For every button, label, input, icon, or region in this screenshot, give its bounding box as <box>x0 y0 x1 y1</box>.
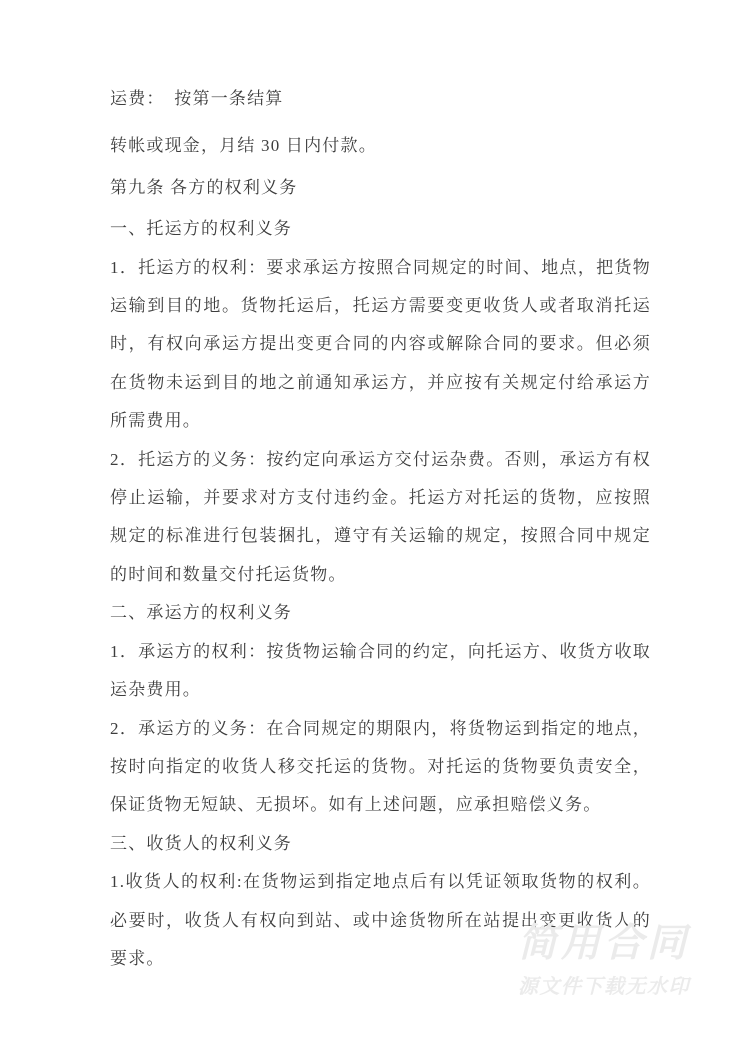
carrier-section-heading: 二、承运方的权利义务 <box>110 603 292 623</box>
watermark-brand-text: 简用合同 <box>517 922 690 965</box>
consignee-section-heading: 三、收货人的权利义务 <box>110 833 292 853</box>
watermark-tagline-text: 源文件下载无水印 <box>518 976 690 998</box>
article-9-heading: 第九条 各方的权利义务 <box>110 177 298 197</box>
payment-terms-line: 转帐或现金，月结 30 日内付款。 <box>110 136 377 156</box>
shipper-section-heading: 一、托运方的权利义务 <box>110 219 292 239</box>
shipper-obligations-paragraph: 2．托运方的义务：按约定向承运方交付运杂费。否则，承运方有权停止运输，并要求对方支付违约金。托运方对托运的货物，应按照规定的标准进行包装捆扎，遵守有关运输的规定，按照合同中规定的时间和数量交付托运货物。 <box>110 449 651 584</box>
contract-body <box>110 80 651 978</box>
watermark <box>518 924 690 997</box>
consignee-rights-paragraph: 1.收货人的权利:在货物运到指定地点后有以凭证领取货物的权利。必要时，收货人有权向到站、或中途货物所在站提出变更收货人的要求。 <box>110 872 651 968</box>
carrier-obligations-paragraph: 2．承运方的义务：在合同规定的期限内，将货物运到指定的地点，按时向指定的收货人移交托运的货物。对托运的货物要负责安全，保证货物无短缺、无损坏。如有上述问题，应承担赔偿义务。 <box>110 718 651 815</box>
shipper-rights-paragraph: 1．托运方的权利：要求承运方按照合同规定的时间、地点，把货物运输到目的地。货物托运后，托运方需要变更收货人或者取消托运时，有权向承运方提出变更合同的内容或解除合同的要求。但必须在货物未运到目的地之前通知承运方，并应按有关规定付给承运方所需费用。 <box>110 257 651 431</box>
carrier-rights-paragraph: 1．承运方的权利：按货物运输合同的约定，向托运方、收货方收取运杂费用。 <box>110 641 651 700</box>
freight-settlement-line: 运费： 按第一条结算 <box>110 89 284 108</box>
